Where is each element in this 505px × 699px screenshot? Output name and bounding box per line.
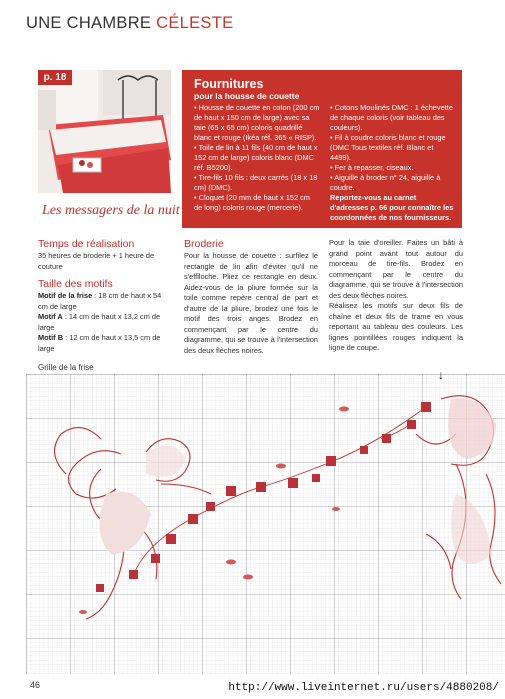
pillow-instructions (329, 238, 463, 354)
page-reference-tag: p. 18 (38, 70, 72, 85)
supplies-box (182, 70, 462, 228)
supply-item: • Tire-fils 10 fils : deux carrés (18 x 18 cm) (DMC). (194, 173, 318, 192)
broderie-heading: Broderie (184, 238, 224, 250)
motif-item: Motif B : 12 cm de haut x 13,5 cm de large (38, 333, 161, 353)
supply-item: • Cloquet (20 mm de haut x 152 cm de long) coloris rouge (mercerie). (194, 193, 310, 212)
supplier-note: Reportez-vous au carnet d'adresses p. 66 pour connaître les coordonnées de nos fournisseurs. (330, 193, 454, 222)
motif-item: Motif A : 14 cm de haut x 13,2 cm de large (38, 312, 161, 332)
supplies-column-1 (194, 103, 320, 213)
bedroom-photo (38, 70, 171, 193)
title-part-1: UNE CHAMBRE (26, 14, 152, 32)
page-number: 46 (30, 680, 41, 690)
supply-item: • Housse de couette en coton (200 cm de haut x 150 cm de large) avec sa taie (65 x 65 cm) coloris quadrillé blanc et rouge (Ikéa réf. 365 « RISP). (194, 103, 320, 142)
supplies-subtitle: pour la housse de couette (194, 91, 300, 101)
motif-item: Motif de la frise : 18 cm de haut x 54 cm de large (38, 291, 162, 311)
supply-item: • Fer à repasser, ciseaux. (330, 163, 414, 172)
title-part-2: CÉLESTE (156, 14, 234, 32)
supply-item: • Toile de lin à 11 fils (40 cm de haut x 152 cm de large) coloris blanc (DMC réf. B5200). (194, 143, 318, 172)
pillow-paragraph-1: Pour la taie d'oreiller. Faites un bâti à grand point avant tout autour du morceau de tire-fils. Brodez en commençant par le centre du diagramme, qui se trouve à l'intersection des deux flèches noires. (329, 238, 463, 300)
page-title (26, 14, 233, 33)
motifs-list (38, 291, 173, 354)
center-arrow-icon: ↓ (438, 368, 444, 382)
motifs-heading: Taille des motifs (38, 278, 113, 290)
cross-stitch-grid (26, 368, 505, 674)
broderie-text: Pour la housse de couette : surfilez le rectangle de lin afin d'éviter qu'il ne s'effiloche. Pliez ce rectangle en deux. Aidez-vous de la pliure formée sur la toile comme repère central de part et d'autre de la pliure, brodez une fois le motif des trois anges. Brodez en commençant par le centre du diagramme, qui se trouve à l'intersection des deux flèches noires. (184, 251, 318, 355)
realisation-text: 35 heures de broderie + 1 heure de couture (38, 251, 155, 271)
watermark-url: http://www.liveinternet.ru/users/4880208/ (228, 682, 499, 694)
pillow-paragraph-2: Réalisez les motifs sur deux fils de chaîne et deux fils de trame en vous reportant au tableau des couleurs. Les lignes pointillées rouges indiquent la ligne de coupe. (329, 301, 463, 352)
realisation-heading: Temps de réalisation (38, 238, 135, 250)
supply-item: • Aiguille à broder n° 24, aiguille à coudre. (330, 173, 441, 192)
supplies-column-2 (330, 103, 454, 223)
supply-item: • Cotons Moulinés DMC : 1 échevette de chaque coloris (voir tableau des couleurs). (330, 103, 453, 132)
supply-item: • Fil à coudre coloris blanc et rouge (DMC Tous textiles réf. Blanc et 4499). (330, 133, 446, 162)
supplies-title: Fournitures (194, 77, 264, 91)
photo-caption: Les messagers de la nuit (42, 203, 180, 218)
grid-label: Grille de la frise (38, 363, 94, 372)
